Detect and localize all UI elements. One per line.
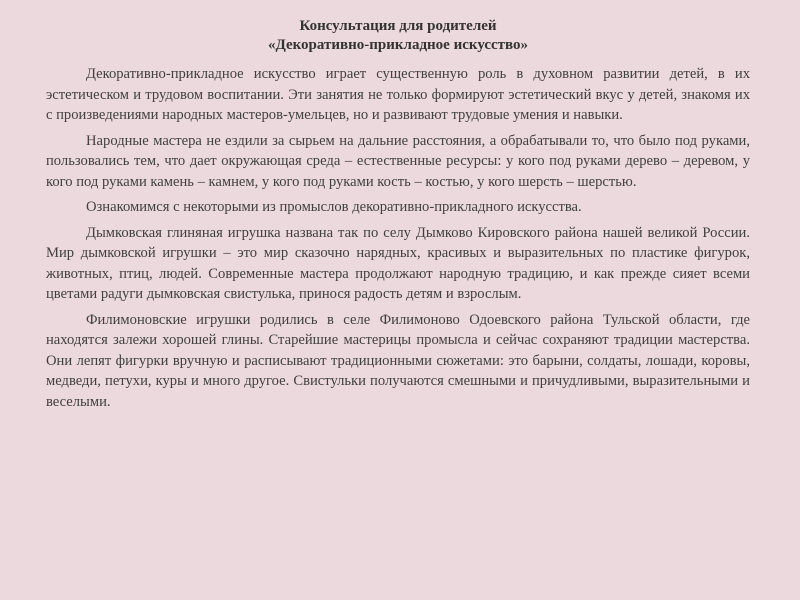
paragraph-filimonovo: Филимоновские игрушки родились в селе Филимоново Одоевского района Тульской области, где находятся залежи хорошей глины. Старейшие мастерицы промысла и сейчас сохраняют традиции мастерства. Они лепят фигурки вручную и расписывают традиционными сюжетами: это барыни, солдаты, лошади, коровы, медведи, петухи, куры и много другое. Свистульки получаются смешными и причудливыми, выразительными и веселыми. [46, 311, 750, 410]
title-line-2: «Декоративно-прикладное искусство» [267, 37, 529, 53]
page-title [46, 17, 750, 55]
paragraph-folk-masters: Народные мастера не ездили за сырьем на дальние расстояния, а обрабатывали то, что было под руками, пользовались тем, что дает окружающая среда – естественные ресурсы: у кого под руками дерево – деревом, у кого под руками камень – камнем, у кого под руками кость – костью, у кого шерсть – шерстью. [46, 132, 750, 190]
paragraph-intro: Декоративно-прикладное искусство играет существенную роль в духовном развитии детей, в их эстетическом и трудовом воспитании. Эти занятия не только формируют эстетический вкус у детей, знакомя их с произведениями народных мастеров-умельцев, но и развивают трудовые умения и навыки. [46, 66, 750, 123]
paragraph-dymkovo: Дымковская глиняная игрушка названа так по селу Дымково Кировского района нашей великой России. Мир дымковской игрушки – это мир сказочно нарядных, красивых и выразительных по пластике фигурок, животных, птиц, людей. Современные мастера продолжают народную традицию, и как прежде сияет всеми цветами радуги дымковская свистулька, принося радость детям и взрослым. [46, 224, 750, 302]
title-line-1: Консультация для родителей [299, 18, 497, 34]
document-body [46, 64, 750, 412]
paragraph-crafts-intro: Ознакомимся с некоторыми из промыслов декоративно-прикладного искусства. [86, 199, 582, 215]
